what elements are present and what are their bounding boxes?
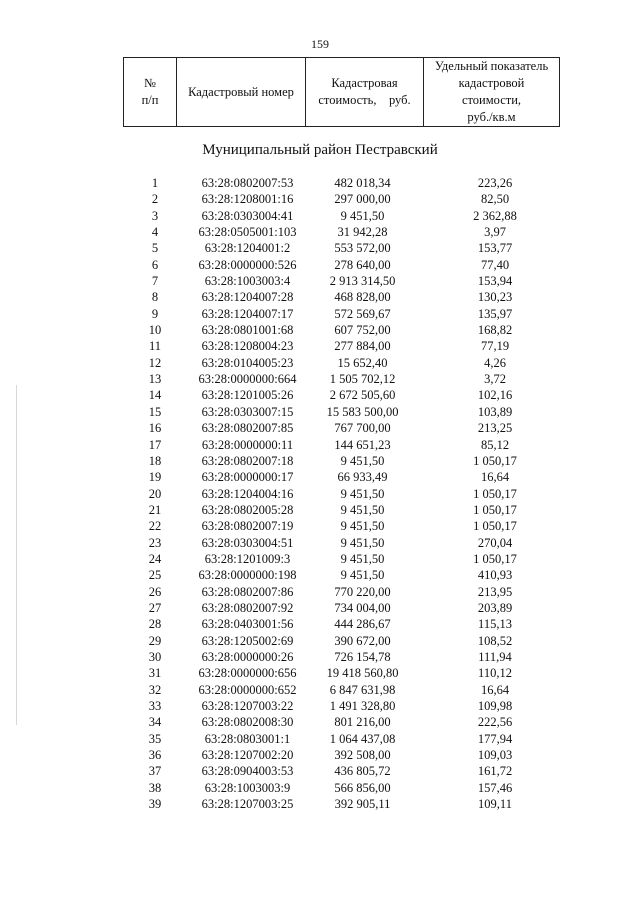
table-row (0, 371, 640, 387)
cadastral-cost: 770 220,00 (334, 584, 391, 599)
table-row (0, 420, 640, 436)
specific-cost: 109,11 (478, 797, 512, 812)
cadastral-number: 63:28:1207003:22 (201, 699, 294, 713)
table-row (0, 682, 640, 698)
table-row (0, 584, 640, 600)
row-number: 6 (151, 257, 159, 272)
cadastral-cost: 436 805,72 (334, 764, 391, 779)
cadastral-cost: 444 286,67 (334, 617, 391, 632)
row-number: 2 (151, 192, 159, 207)
cadastral-number: 63:28:1204007:17 (201, 306, 294, 321)
table-header (123, 57, 560, 127)
header-col-number-line1: № (144, 76, 156, 90)
cadastral-cost: 726 154,78 (334, 649, 391, 664)
header-col-specific-line1: Удельный показатель (434, 59, 549, 73)
cadastral-cost: 2 913 314,50 (329, 274, 396, 289)
cadastral-cost: 734 004,00 (334, 600, 391, 615)
specific-cost: 2 362,88 (473, 208, 517, 223)
cadastral-number: 63:28:1208004:23 (201, 339, 294, 354)
cadastral-cost: 6 847 631,98 (329, 682, 396, 697)
specific-cost: 213,25 (477, 421, 513, 436)
data-rows (0, 175, 640, 812)
table-row (0, 486, 640, 502)
table-row (0, 796, 640, 812)
table-row (0, 780, 640, 796)
specific-cost: 130,23 (477, 290, 513, 305)
row-number: 34 (148, 715, 162, 730)
cadastral-cost: 9 451,50 (340, 551, 385, 566)
cadastral-cost: 1 505 702,12 (329, 372, 396, 387)
row-number: 11 (148, 339, 162, 354)
page-number: 159 (311, 37, 329, 51)
cadastral-number: 63:28:0303004:51 (201, 535, 294, 550)
cadastral-number: 63:28:0104005:23 (201, 355, 294, 370)
cadastral-number: 63:28:0802007:85 (201, 421, 294, 436)
table-row (0, 616, 640, 632)
table-row (0, 387, 640, 403)
cadastral-cost: 9 451,50 (340, 535, 385, 550)
cadastral-cost: 15 652,40 (337, 355, 388, 370)
table-row (0, 224, 640, 240)
specific-cost: 103,89 (477, 404, 513, 419)
cadastral-number: 63:28:0000000:11 (201, 437, 294, 452)
row-number: 30 (148, 649, 162, 664)
table-row (0, 355, 640, 371)
header-col-cost-line2: стоимость, руб. (318, 93, 411, 107)
specific-cost: 203,89 (477, 600, 513, 615)
cadastral-number: 63:28:1205002:69 (201, 633, 294, 648)
row-number: 20 (148, 486, 162, 501)
specific-cost: 270,04 (477, 535, 513, 550)
table-row (0, 273, 640, 289)
specific-cost: 77,19 (480, 339, 510, 354)
specific-cost: 109,03 (477, 748, 513, 763)
cadastral-cost: 1 491 328,80 (329, 699, 396, 713)
row-number: 14 (148, 388, 162, 403)
cadastral-cost: 390 672,00 (334, 633, 391, 648)
specific-cost: 3,72 (484, 372, 506, 387)
row-number: 35 (148, 731, 162, 746)
specific-cost: 102,16 (477, 388, 513, 403)
cadastral-cost: 15 583 500,00 (326, 404, 399, 419)
specific-cost: 77,40 (480, 257, 510, 272)
header-col-cadastral: Кадастровый номер (177, 58, 306, 127)
cadastral-number: 63:28:1204007:28 (201, 290, 294, 305)
table-row (0, 535, 640, 551)
cadastral-number: 63:28:0000000:198 (198, 568, 297, 583)
cadastral-cost: 566 856,00 (334, 780, 391, 795)
row-number: 15 (148, 404, 162, 419)
row-number: 39 (148, 797, 162, 812)
cadastral-cost: 297 000,00 (334, 192, 391, 207)
row-number: 18 (148, 453, 162, 468)
specific-cost: 153,77 (477, 241, 513, 256)
scan-artifact-line (16, 385, 17, 725)
specific-cost: 16,64 (480, 682, 510, 697)
row-number: 26 (148, 584, 162, 599)
cadastral-number: 63:28:0000000:656 (198, 666, 297, 681)
cadastral-cost: 144 651,23 (334, 437, 391, 452)
cadastral-number: 63:28:0000000:526 (198, 257, 297, 272)
cadastral-number: 63:28:0802007:92 (201, 600, 294, 615)
specific-cost: 115,13 (478, 617, 512, 632)
specific-cost: 222,56 (477, 715, 513, 730)
specific-cost: 1 050,17 (473, 551, 517, 566)
row-number: 38 (148, 780, 162, 795)
row-number: 27 (148, 600, 162, 615)
row-number: 25 (148, 568, 162, 583)
cadastral-cost: 553 572,00 (334, 241, 391, 256)
table-row (0, 208, 640, 224)
row-number: 29 (148, 633, 162, 648)
cadastral-cost: 801 216,00 (334, 715, 391, 730)
cadastral-number: 63:28:0000000:652 (198, 682, 297, 697)
row-number: 33 (148, 699, 162, 713)
specific-cost: 223,26 (477, 176, 513, 190)
cadastral-cost: 277 884,00 (334, 339, 391, 354)
table-row (0, 551, 640, 567)
table-row (0, 502, 640, 518)
specific-cost: 1 050,17 (473, 502, 517, 517)
cadastral-cost: 2 672 505,60 (329, 388, 396, 403)
specific-cost: 1 050,17 (473, 453, 517, 468)
cadastral-number: 63:28:1208001:16 (201, 192, 294, 207)
cadastral-number: 63:28:0000000:26 (201, 649, 294, 664)
row-number: 32 (148, 682, 162, 697)
row-number: 36 (148, 748, 162, 763)
header-col-specific-line3: стоимости, (461, 93, 522, 107)
table-row (0, 731, 640, 747)
row-number: 31 (148, 666, 162, 681)
cadastral-cost: 1 064 437,08 (329, 731, 396, 746)
cadastral-cost: 9 451,50 (340, 502, 385, 517)
table-row (0, 175, 640, 191)
cadastral-number: 63:28:1201009:3 (204, 551, 291, 566)
row-number: 22 (148, 519, 162, 534)
specific-cost: 213,95 (477, 584, 513, 599)
header-col-cost-line1: Кадастровая (331, 76, 398, 90)
row-number: 10 (148, 323, 162, 338)
cadastral-number: 63:28:0403001:56 (201, 617, 294, 632)
cadastral-number: 63:28:0303007:15 (201, 404, 294, 419)
table-row (0, 289, 640, 305)
table-row (0, 338, 640, 354)
specific-cost: 410,93 (477, 568, 513, 583)
cadastral-cost: 19 418 560,80 (326, 666, 399, 681)
specific-cost: 82,50 (480, 192, 510, 207)
specific-cost: 1 050,17 (473, 486, 517, 501)
header-col-cost (306, 58, 424, 127)
cadastral-number: 63:28:1204004:16 (201, 486, 294, 501)
cadastral-cost: 767 700,00 (334, 421, 391, 436)
cadastral-number: 63:28:0802008:30 (201, 715, 294, 730)
cadastral-cost: 9 451,50 (340, 486, 385, 501)
cadastral-cost: 468 828,00 (334, 290, 391, 305)
specific-cost: 177,94 (477, 731, 513, 746)
cadastral-number: 63:28:0802007:19 (201, 519, 294, 534)
table-row (0, 306, 640, 322)
table-row (0, 191, 640, 207)
table-row (0, 469, 640, 485)
specific-cost: 161,72 (477, 764, 513, 779)
cadastral-cost: 572 569,67 (334, 306, 391, 321)
cadastral-number: 63:28:1003003:4 (204, 274, 291, 289)
table-row (0, 763, 640, 779)
cadastral-number: 63:28:1207002:20 (201, 748, 294, 763)
cadastral-number: 63:28:1201005:26 (201, 388, 294, 403)
table-row (0, 453, 640, 469)
cadastral-cost: 482 018,34 (334, 176, 391, 190)
header-col-specific (424, 58, 560, 127)
cadastral-cost: 9 451,50 (340, 453, 385, 468)
specific-cost: 109,98 (477, 699, 513, 713)
table-row (0, 698, 640, 714)
cadastral-cost: 392 508,00 (334, 748, 391, 763)
table-row (0, 665, 640, 681)
cadastral-cost: 9 451,50 (340, 568, 385, 583)
row-number: 8 (151, 290, 159, 305)
specific-cost: 111,94 (478, 649, 512, 664)
specific-cost: 3,97 (484, 225, 506, 240)
cadastral-number: 63:28:0505001:103 (198, 225, 297, 240)
specific-cost: 157,46 (477, 780, 513, 795)
cadastral-number: 63:28:0000000:664 (198, 372, 297, 387)
specific-cost: 135,97 (477, 306, 513, 321)
row-number: 23 (148, 535, 162, 550)
row-number: 3 (151, 208, 159, 223)
cadastral-number: 63:28:0303004:41 (201, 208, 294, 223)
cadastral-number: 63:28:0802007:18 (201, 453, 294, 468)
cadastral-number: 63:28:0803001:1 (204, 731, 291, 746)
row-number: 28 (148, 617, 162, 632)
table-row (0, 600, 640, 616)
table-row (0, 240, 640, 256)
table-row (0, 714, 640, 730)
cadastral-cost: 9 451,50 (340, 208, 385, 223)
specific-cost: 110,12 (478, 666, 512, 681)
cadastral-number: 63:28:1003003:9 (204, 780, 291, 795)
table-row (0, 322, 640, 338)
cadastral-cost: 278 640,00 (334, 257, 391, 272)
row-number: 24 (148, 551, 162, 566)
cadastral-cost: 392 905,11 (334, 797, 391, 812)
row-number: 7 (151, 274, 159, 289)
row-number: 16 (148, 421, 162, 436)
specific-cost: 108,52 (477, 633, 513, 648)
cadastral-number: 63:28:1204001:2 (204, 241, 291, 256)
row-number: 9 (151, 306, 159, 321)
cadastral-cost: 607 752,00 (334, 323, 391, 338)
table-row (0, 747, 640, 763)
table-row (0, 633, 640, 649)
row-number: 19 (148, 470, 162, 485)
specific-cost: 4,26 (484, 355, 506, 370)
specific-cost: 16,64 (480, 470, 510, 485)
row-number: 13 (148, 372, 162, 387)
specific-cost: 85,12 (480, 437, 510, 452)
row-number: 37 (148, 764, 162, 779)
row-number: 21 (148, 502, 162, 517)
specific-cost: 168,82 (477, 323, 513, 338)
row-number: 1 (151, 176, 159, 190)
cadastral-number: 63:28:0000000:17 (201, 470, 294, 485)
table-row (0, 437, 640, 453)
cadastral-number: 63:28:0802007:53 (201, 176, 294, 190)
cadastral-number: 63:28:0802007:86 (201, 584, 294, 599)
specific-cost: 153,94 (477, 274, 513, 289)
table-row (0, 404, 640, 420)
cadastral-cost: 66 933,49 (337, 470, 388, 485)
table-row (0, 518, 640, 534)
cadastral-number: 63:28:0802005:28 (201, 502, 294, 517)
header-col-specific-line2: кадастровой (458, 76, 525, 90)
cadastral-cost: 9 451,50 (340, 519, 385, 534)
section-title: Муниципальный район Пестравский (202, 142, 438, 158)
header-col-number (124, 58, 177, 127)
row-number: 5 (151, 241, 159, 256)
row-number: 12 (148, 355, 162, 370)
header-col-specific-line4: руб./кв.м (467, 110, 516, 124)
header-col-number-line2: п/п (141, 93, 159, 107)
table-row (0, 257, 640, 273)
cadastral-number: 63:28:0904003:53 (201, 764, 294, 779)
cadastral-cost: 31 942,28 (337, 225, 388, 240)
specific-cost: 1 050,17 (473, 519, 517, 534)
cadastral-number: 63:28:1207003:25 (201, 797, 294, 812)
row-number: 17 (148, 437, 162, 452)
row-number: 4 (151, 225, 159, 240)
cadastral-number: 63:28:0801001:68 (201, 323, 294, 338)
table-row (0, 567, 640, 583)
table-row (0, 649, 640, 665)
